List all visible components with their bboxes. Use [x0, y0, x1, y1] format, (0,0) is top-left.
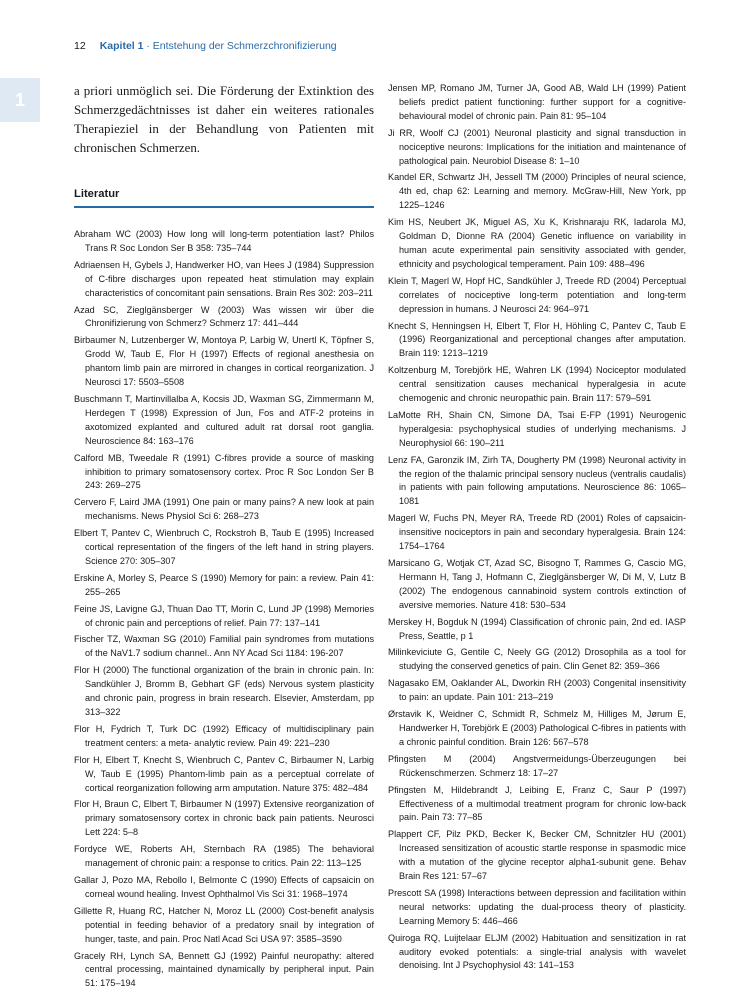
reference-entry: Ji RR, Woolf CJ (2001) Neuronal plasticity and signal transduction in nociceptive neurons: Implications for the initiation and maintenance of pathological pain. Neurobiol Disease 8: 1–10	[388, 127, 686, 166]
reference-entry: Fordyce WE, Roberts AH, Sternbach RA (1985) The behavioral management of chronic pain: a response to critics. Pain 22: 113–125	[74, 844, 374, 869]
reference-entry: Marsicano G, Wotjak CT, Azad SC, Bisogno T, Rammes G, Cascio MG, Hermann H, Tang J, Hofmann C, Zieglgänsberger W, Di M, V, Lutz B (2002) The endogenous cannabinoid system controls extinction of aversive memories. Nature 418: 530–534	[388, 558, 686, 610]
reference-entry: Buschmann T, Martinvillalba A, Kocsis JD, Waxman SG, Zimmermann M, Herdegen T (1998) Expression of Jun, Fos and ATF-2 proteins in axotomized explanted and cultured adult rat dorsal root ganglia. Neuroscience 84: 163–176	[74, 393, 374, 446]
reference-entry: Magerl W, Fuchs PN, Meyer RA, Treede RD (2001) Roles of capsaicin-insensitive nociceptors in pain and secondary hyperalgesia. Brain 124: 1754–1764	[388, 513, 686, 552]
reference-entry: Prescott SA (1998) Interactions between depression and facilitation within neural networks: updating the dual-process theory of plasticity. Learning Memory 5: 446–466	[388, 887, 686, 926]
reference-entry: Kim HS, Neubert JK, Miguel AS, Xu K, Krishnaraju RK, Iadarola MJ, Goldman D, Dionne RA (2004) Genetic influence on variability in human acute experimental pain sensitivity associated with gender, ethnicity and psychological temperament. Pain 109: 488–496	[388, 217, 686, 269]
reference-entry: Adriaensen H, Gybels J, Handwerker HO, van Hees J (1984) Suppression of C-fibre discharges upon repeated heat stimulation may explain characteristics of concomitant pain sensations. Brain Res 302: 203–211	[74, 259, 374, 298]
reference-entry: Pfingsten M, Hildebrandt J, Leibing E, Franz C, Saur P (1997) Effectiveness of a multimodal treatment program for chronic low-back pain. Pain 73: 77–85	[388, 784, 686, 823]
reference-entry: Quiroga RQ, Luijtelaar ELJM (2002) Habituation and sensitization in rat auditory evoked potentials: a single-trial analysis with wavelet denoising. Int J Psychophysiol 43: 141–153	[388, 932, 686, 971]
page-number: 12	[74, 40, 86, 52]
reference-entry: Pfingsten M (2004) Angstvermeidungs-Überzeugungen bei Rückenschmerzen. Schmerz 18: 17–27	[388, 753, 686, 778]
reference-entry: Lenz FA, Garonzik IM, Zirh TA, Dougherty PM (1998) Neuronal activity in the region of the thalamic principal sensory nucleus (ventralis caudalis) in patients with pain following amputations. Neuroscience 86: 1065–1081	[388, 454, 686, 507]
reference-entry: Fischer TZ, Waxman SG (2010) Familial pain syndromes from mutations of the NaV1.7 sodium channel.. Ann NY Acad Sci 1184: 196-207	[74, 634, 374, 659]
reference-entry: Merskey H, Bogduk N (1994) Classification of chronic pain, 2nd ed. IASP Press, Seattle, p 1	[388, 616, 686, 641]
running-header	[74, 39, 722, 53]
reference-entry: Kandel ER, Schwartz JH, Jessell TM (2000) Principles of neural science, 4th ed, chap 62: Learning and memory. McGraw-Hill, New York, pp 1225–1246	[388, 172, 686, 211]
reference-entry: Erskine A, Morley S, Pearce S (1990) Memory for pain: a review. Pain 41: 255–265	[74, 572, 374, 597]
reference-entry: Abraham WC (2003) How long will long-term potentiation last? Philos Trans R Soc London Ser B 358: 735–744	[74, 229, 374, 253]
reference-entry: Flor H, Elbert T, Knecht S, Wienbruch C, Pantev C, Birbaumer N, Larbig W, Taub E (1995) Phantom-limb pain as a perceptual correlate of cortical reorganization following arm amputation. Nature 375: 482–484	[74, 754, 374, 793]
reference-entry: Koltzenburg M, Torebjörk HE, Wahren LK (1994) Nociceptor modulated central sensitization causes mechanical hyperalgesia in acute chemogenic and chronic neuropathic pain. Brain 117: 579–591	[388, 365, 686, 404]
reference-entry: Cervero F, Laird JMA (1991) One pain or many pains? A new look at pain mechanisms. News Physiol Sci 6: 268–273	[74, 497, 374, 522]
chapter-label: Kapitel 1	[99, 40, 144, 52]
chapter-title: Entstehung der Schmerzchronifizierung	[152, 40, 337, 52]
intro-paragraph: a priori unmöglich sei. Die Förderung der Extinktion des Schmerzgedächtnisses ist daher ein weiteres rationales Therapieziel in der Behandlung von Patienten mit chronischen Schmerzen.	[74, 84, 374, 155]
reference-list-left	[74, 228, 374, 991]
left-column	[74, 82, 374, 994]
reference-entry: LaMotte RH, Shain CN, Simone DA, Tsai E-FP (1991) Neurogenic hyperalgesia: psychophysical studies of underlying mechanisms. J Neurophysiol 66: 190–211	[388, 409, 686, 448]
reference-entry: Ørstavik K, Weidner C, Schmidt R, Schmelz M, Hilliges M, Jørum E, Handwerker H, Torebjörk E (2003) Pathological C-fibres in patients with a chronic painful condition. Brain 126: 567–578	[388, 709, 686, 747]
reference-entry: Nagasako EM, Oaklander AL, Dworkin RH (2003) Congenital insensitivity to pain: an update. Pain 101: 213–219	[388, 678, 686, 703]
header-separator: ·	[143, 40, 153, 52]
reference-list-right	[388, 82, 686, 973]
reference-entry: Milinkeviciute G, Gentile C, Neely GG (2012) Drosophila as a tool for studying the conserved genetics of pain. Clin Genet 82: 359–366	[388, 647, 686, 672]
reference-entry: Gracely RH, Lynch SA, Bennett GJ (1992) Painful neuropathy: altered central processing, maintained dynamically by peripheral input. Pain 51: 175–194	[74, 950, 374, 989]
reference-entry: Knecht S, Henningsen H, Elbert T, Flor H, Höhling C, Pantev C, Taub E (1996) Reorganizational and perceptional changes after amputation. Brain 119: 1213–1219	[388, 320, 686, 359]
reference-entry: Flor H (2000) The functional organization of the brain in chronic pain. In: Sandkühler J, Bromm B, Gebhart GF (eds) Nervous system plasticity and chronic pain, progress in brain research. Elsevier, Amsterdam, pp 313–322	[74, 665, 374, 717]
reference-entry: Klein T, Magerl W, Hopf HC, Sandkühler J, Treede RD (2004) Perceptual correlates of nociceptive long-term potentiation and long-term depression in humans. J Neurosci 24: 964–971	[388, 275, 686, 314]
reference-entry: Plappert CF, Pilz PKD, Becker K, Becker CM, Schnitzler HU (2001) Increased sensitization of acoustic startle response in spasmodic mice with a mutation of the glycine receptor alpha1-subunit gene. Behav Brain Res 121: 57–67	[388, 829, 686, 882]
reference-entry: Birbaumer N, Lutzenberger W, Montoya P, Larbig W, Unertl K, Töpfner S, Grodd W, Taub E, Flor H (1997) Effects of regional anesthesia on phantom limb pain are mirrored in changes in cortical reorganization. J Neurosci 17: 5503–5508	[74, 335, 374, 388]
reference-entry: Jensen MP, Romano JM, Turner JA, Good AB, Wald LH (1999) Patient beliefs predict patient functioning: further support for a cognitive-behavioural model of chronic pain. Pain 81: 95–104	[388, 83, 686, 121]
reference-entry: Flor H, Braun C, Elbert T, Birbaumer N (1997) Extensive reorganization of primary somatosensory cortex in chronic back pain patients. Neurosci Lett 224: 5–8	[74, 799, 374, 838]
reference-entry: Elbert T, Pantev C, Wienbruch C, Rockstroh B, Taub E (1995) Increased cortical representation of the fingers of the left hand in string players. Science 270: 305–307	[74, 528, 374, 566]
right-column	[388, 82, 686, 976]
reference-entry: Gillette R, Huang RC, Hatcher N, Moroz LL (2000) Cost-benefit analysis potential in feeding behavior of a predatory snail by integration of hunger, taste, and pain. Proc Natl Acad Sci USA 97: 3585–3590	[74, 905, 374, 944]
reference-entry: Calford MB, Tweedale R (1991) C-fibres provide a source of masking inhibition to primary somatosensory cortex. Proc R Soc London Ser B 243: 269–275	[74, 452, 374, 491]
reference-entry: Gallar J, Pozo MA, Rebollo I, Belmonte C (1990) Effects of capsaicin on corneal wound healing. Invest Ophthalmol Vis Sci 31: 1968–1974	[74, 874, 374, 899]
reference-entry: Feine JS, Lavigne GJ, Thuan Dao TT, Morin C, Lund JP (1998) Memories of chronic pain and perceptions of relief. Pain 77: 137–141	[74, 603, 374, 628]
chapter-tab: 1	[0, 78, 40, 122]
reference-entry: Azad SC, Zieglgänsberger W (2003) Was wissen wir über die Chronifizierung von Schmerz? Schmerz 17: 441–444	[74, 304, 374, 329]
literature-heading: Literatur	[74, 188, 374, 208]
reference-entry: Flor H, Fydrich T, Turk DC (1992) Efficacy of multidisciplinary pain treatment centers: a meta- analytic review. Pain 49: 221–230	[74, 723, 374, 748]
